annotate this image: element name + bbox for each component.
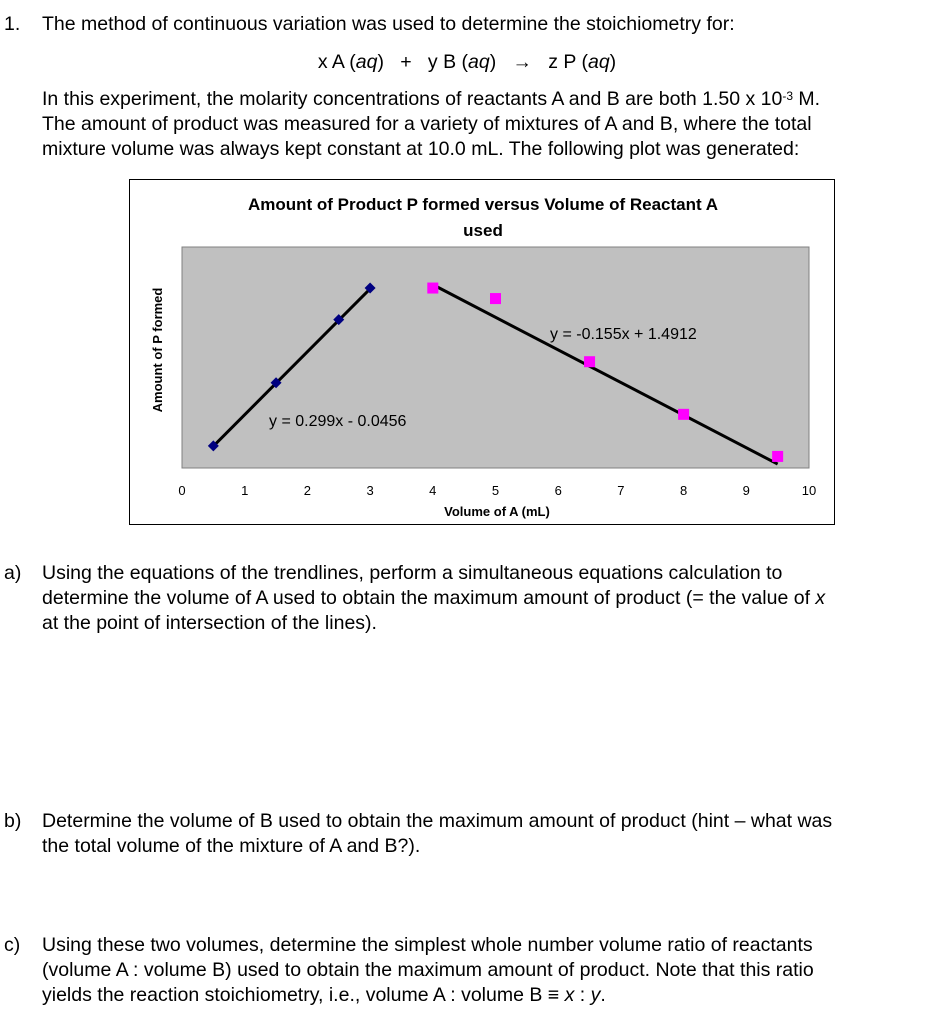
chart-title-line-2: used bbox=[463, 221, 503, 240]
x-tick-label-10: 10 bbox=[801, 483, 817, 498]
x-tick-label-5: 5 bbox=[491, 483, 500, 498]
part-c-period: . bbox=[600, 984, 606, 1006]
coef-p: z bbox=[548, 51, 558, 73]
part-a-line-2-text: determine the volume of A used to obtain the maximum amount of product (= the value of bbox=[42, 587, 816, 609]
decreasing-point-2 bbox=[490, 293, 501, 304]
part-b-letter: b) bbox=[4, 810, 22, 832]
question-number: 1. bbox=[4, 13, 21, 35]
phase-b: aq bbox=[468, 51, 490, 73]
part-c-line-3 bbox=[42, 983, 606, 1007]
reaction-equation: x A (aq) + y B (aq) → z P (aq) bbox=[317, 51, 617, 73]
chart-svg bbox=[130, 180, 836, 526]
decreasing-point-4 bbox=[678, 409, 689, 420]
exponent: -3 bbox=[782, 89, 794, 103]
decreasing-point-3 bbox=[584, 356, 595, 367]
x-tick-label-9: 9 bbox=[742, 483, 750, 498]
phase-a: aq bbox=[355, 51, 378, 73]
decreasing-point-5 bbox=[772, 451, 783, 462]
x-tick-label-2: 2 bbox=[303, 483, 312, 498]
x-tick-label-1: 1 bbox=[241, 483, 249, 498]
x-tick-label-6: 6 bbox=[554, 483, 562, 498]
plot-area bbox=[182, 247, 809, 468]
x-tick-label-7: 7 bbox=[617, 483, 625, 498]
part-a-variable-x: x bbox=[815, 587, 826, 609]
part-c-line-3-text: yields the reaction stoichiometry, i.e., volume A : volume B bbox=[42, 984, 548, 1006]
part-c-variable-y: y bbox=[590, 984, 601, 1006]
species-a: A bbox=[331, 51, 344, 73]
x-tick-label-8: 8 bbox=[679, 483, 688, 498]
part-c-letter: c) bbox=[4, 934, 21, 956]
paragraph-line-3: mixture volume was always kept constant at 10.0 mL. The following plot was generated: bbox=[42, 138, 800, 160]
part-a-line-2 bbox=[42, 586, 825, 610]
question-intro: The method of continuous variation was used to determine the stoichiometry for: bbox=[42, 13, 735, 35]
part-a-letter: a) bbox=[4, 562, 22, 584]
decreasing-point-1 bbox=[427, 283, 438, 294]
ratio-colon: : bbox=[574, 984, 591, 1006]
trendline-label-1: y = 0.299x - 0.0456 bbox=[269, 413, 407, 430]
equivalence-symbol: ≡ bbox=[547, 984, 560, 1006]
x-tick-label-0: 0 bbox=[178, 483, 186, 498]
phase-p: aq bbox=[587, 51, 610, 73]
x-tick-label-3: 3 bbox=[366, 483, 374, 498]
paragraph-line-1 bbox=[42, 87, 820, 111]
reaction-arrow: → bbox=[512, 51, 532, 73]
part-a-line-1: Using the equations of the trendlines, perform a simultaneous equations calculation to bbox=[42, 562, 783, 584]
para-line1-text: In this experiment, the molarity concentrations of reactants A and B are both 1.50 x 10 bbox=[42, 88, 783, 110]
chart-title-line-1: Amount of Product P formed versus Volume of Reactant A bbox=[247, 195, 719, 214]
trendline-label-2: y = -0.155x + 1.4912 bbox=[550, 326, 697, 343]
y-axis-label: Amount of P formed bbox=[150, 287, 165, 413]
part-c-variable-x: x bbox=[564, 984, 575, 1006]
coef-a: x bbox=[317, 51, 328, 73]
coef-b: y bbox=[427, 51, 438, 73]
part-c-line-1: Using these two volumes, determine the simplest whole number volume ratio of reactants bbox=[42, 934, 813, 956]
part-c-line-2: (volume A : volume B) used to obtain the maximum amount of product. Note that this ratio bbox=[42, 959, 814, 981]
x-tick-labels bbox=[178, 483, 816, 498]
part-a-line-3: at the point of intersection of the lines). bbox=[42, 612, 377, 634]
x-tick-label-4: 4 bbox=[429, 483, 437, 498]
para-line1-unit: M. bbox=[793, 88, 821, 110]
paragraph-line-2: The amount of product was measured for a variety of mixtures of A and B, where the total bbox=[42, 113, 812, 135]
part-b-line-1: Determine the volume of B used to obtain the maximum amount of product (hint – what was bbox=[42, 810, 833, 832]
part-b-line-2: the total volume of the mixture of A and B?). bbox=[42, 835, 421, 857]
species-p: P bbox=[563, 51, 577, 73]
plus-sign: + bbox=[400, 51, 412, 73]
chart-container bbox=[129, 179, 835, 525]
species-b: B bbox=[443, 51, 457, 73]
x-axis-label: Volume of A (mL) bbox=[444, 504, 550, 519]
